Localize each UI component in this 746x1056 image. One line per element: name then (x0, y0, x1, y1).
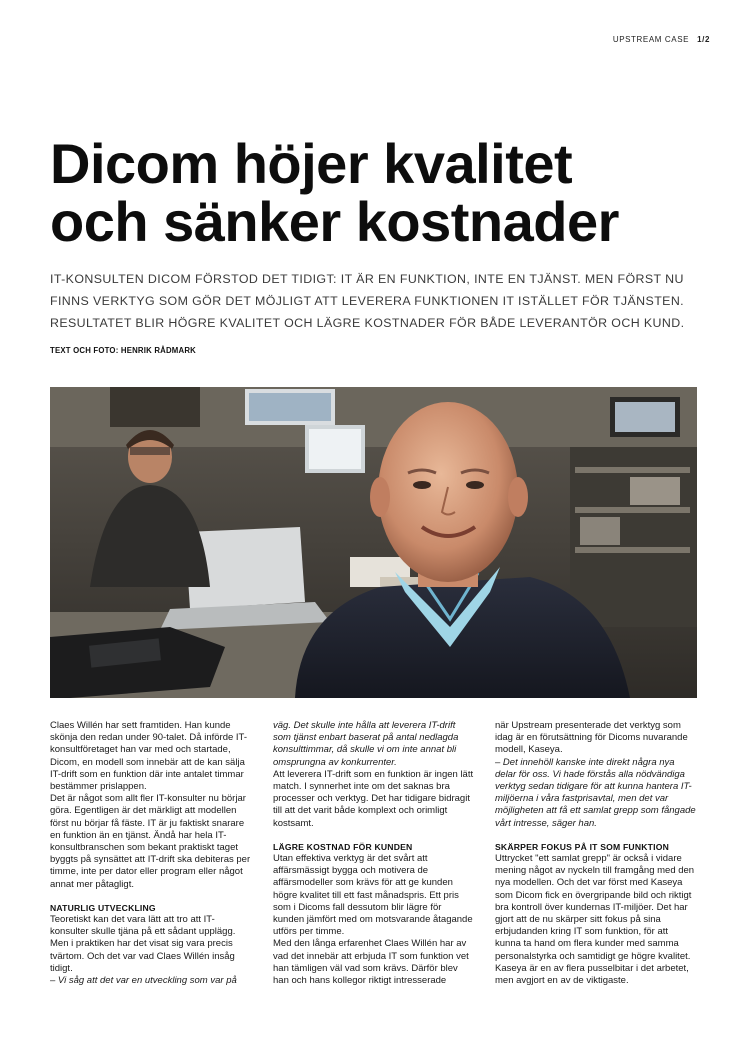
c1-paragraph-2: Det är något som allt fler IT-konsulter nu börjar göra. Egentligen är det märkligt att modellen först nu börjar få fäste. IT är ju faktiskt snarare en funktion än en tjänst. Ändå har hela IT-konsultbranschen som bekant praktiskt taget byggts på synsättet att IT-drift ska debiteras per timme, inte per dator eller program eller något annat mer påtagligt. (50, 793, 251, 890)
c3-quote: – Det innehöll kanske inte direkt några nya delar för oss. Vi hade förstås alla nödvändiga verktyg sedan tidigare för att kunna hantera IT-miljöerna i våra fastprisavtal, men det var möjligheten att få ett samlat grepp som fångade vårt intresse, säger han. (495, 756, 696, 829)
c2-subheading: LÄGRE KOSTNAD FÖR KUNDEN (273, 841, 413, 852)
c1-quote: – Vi såg att det var en utveckling som var på (50, 975, 237, 987)
c3-subheading: SKÄRPER FOKUS PÅ IT SOM FUNKTION (495, 841, 669, 852)
title-line-1: Dicom höjer kvalitet (50, 132, 573, 195)
c2-quote-continued: väg. Det skulle inte hålla att leverera IT-drift som tjänst enbart baserat på antal nedlagda konsulttimmar, då skulle vi om inte annat bli omsprungna av konkurrenter. (273, 720, 459, 768)
c3-paragraph-3: Uttrycket "ett samlat grepp" är också i vidare mening något av nyckeln till framgång med den nya modellen. Och det var först med Kaseya som Dicom fick en övergripande bild och riktigt bra kontroll över kundernas IT-miljöer. Det har gjort att de nu skärper sitt fokus på sina erbjudanden kring IT som funktion, för att kunna ta hand om flera kunder med samma personalstyrka och samtidigt ge högre kvalitet. Kaseya är en av flera pusselbitar i det arbetet, men avgjort en av de viktigaste. (495, 853, 695, 987)
section-label: UPSTREAM CASE (612, 35, 690, 44)
header-meta (613, 35, 710, 44)
body-column-2 (273, 720, 474, 987)
c1-subheading: NATURLIG UTVECKLING (50, 902, 156, 913)
body-column-3 (495, 720, 696, 987)
byline: TEXT OCH FOTO: HENRIK RÅDMARK (50, 346, 196, 355)
c1-paragraph-1: Claes Willén har sett framtiden. Han kunde skönja den redan under 90-talet. Då införde IT-konsultföretaget han var med och startade, Dicom, en modell som innebär att de kan sälja IT-drift som en funktion där inte antalet timmar bestämmer prislappen. (50, 720, 247, 793)
c2-paragraph-3: Utan effektiva verktyg är det svårt att affärsmässigt bygga och motivera de affärsmodeller som krävs för att ge kunden högre kvalitet till ett fast månadspris. Ett pris som i Dicoms fall dessutom blir lägre för kunden jämfört med om motsvarande åtagande utförs per timme. (273, 853, 473, 938)
article-photo (50, 387, 697, 698)
c1-paragraph-3: Teoretiskt kan det vara lätt att tro att IT-konsulter skulle tjäna på ett sådant upplägg. Men i praktiken har det visat sig vara precis tvärtom. Och det var vad Claes Willén insåg tidigt. (50, 914, 236, 974)
page-number: 1/2 (697, 35, 710, 44)
article-title (50, 132, 710, 253)
photo-illustration (50, 387, 697, 698)
body-column-1 (50, 720, 251, 987)
c3-paragraph-1: när Upstream presenterade det verktyg som idag är en förutsättning för Dicoms nuvarande modell, Kaseya. (495, 720, 688, 756)
c2-paragraph-4: Med den långa erfarenhet Claes Willén har av vad det innebär att erbjuda IT som funktion vet han tämligen väl vad som krävs. Därför blev han och hans kollegor riktigt intresserade (273, 938, 469, 987)
c2-paragraph-2: Att leverera IT-drift som en funktion är ingen lätt match. I synnerhet inte om det saknas bra processer och verktyg. Det har tidigare bidragit till att det varit både komplext och orimligt kostsamt. (273, 768, 474, 829)
lede-paragraph: IT-KONSULTEN DICOM FÖRSTOD DET TIDIGT: IT ÄR EN FUNKTION, INTE EN TJÄNST. MEN FÖRST NU FINNS VERKTYG SOM GÖR DET MÖJLIGT ATT LEVERERA FUNKTIONEN IT ISTÄLLET FÖR TJÄNSTEN. RESULTATET BLIR HÖGRE KVALITET OCH LÄGRE KOSTNADER FÖR BÅDE LEVERANTÖR OCH KUND. (50, 272, 685, 330)
title-line-2: och sänker kostnader (50, 190, 619, 253)
